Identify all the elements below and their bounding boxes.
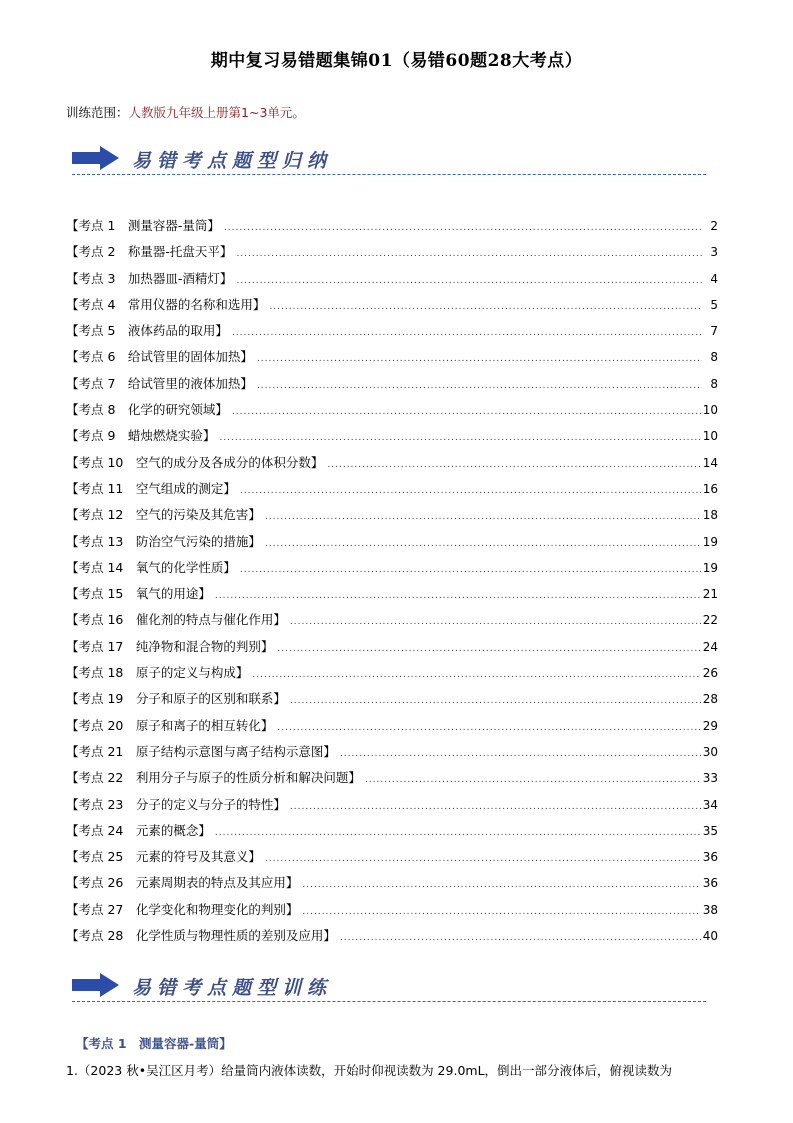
toc-page-number: 7 — [710, 324, 718, 339]
toc-entry-label: 【考点 10 空气的成分及各成分的体积分数】 — [66, 454, 324, 470]
range-value: 人教版九年级上册第1~3单元 — [128, 105, 293, 120]
toc-leader-dots — [327, 460, 700, 470]
toc-page-number: 35 — [702, 823, 718, 838]
toc-leader-dots — [219, 433, 700, 443]
toc-entry[interactable] — [66, 926, 718, 952]
toc-leader-dots — [215, 828, 701, 838]
toc-entry[interactable] — [66, 821, 718, 847]
right-arrow-icon — [72, 972, 120, 998]
section-heading: 【考点 1 测量容器-量筒】 — [76, 1036, 232, 1051]
toc-entry-label: 【考点 5 液体药品的取用】 — [66, 323, 228, 339]
toc-entry-label: 【考点 15 氧气的用途】 — [66, 586, 211, 602]
toc-page-number: 33 — [702, 771, 718, 786]
toc-entry[interactable] — [66, 374, 718, 400]
toc-entry[interactable] — [66, 742, 718, 768]
toc-page-number: 30 — [702, 744, 718, 759]
toc-entry[interactable] — [66, 479, 718, 505]
toc-entry-label: 【考点 17 纯净物和混合物的判别】 — [66, 638, 274, 654]
toc-entry-label: 【考点 25 元素的符号及其意义】 — [66, 849, 261, 865]
toc-page-number: 3 — [710, 245, 718, 260]
toc-entry-label: 【考点 12 空气的污染及其危害】 — [66, 507, 261, 523]
toc-entry[interactable] — [66, 321, 718, 347]
toc-page-number: 18 — [702, 508, 718, 523]
toc-entry-label: 【考点 8 化学的研究领域】 — [66, 402, 228, 418]
toc-page-number: 16 — [702, 481, 718, 496]
toc-entry[interactable] — [66, 216, 718, 242]
toc-page-number: 38 — [702, 902, 718, 917]
toc-leader-dots — [302, 907, 700, 917]
toc-leader-dots — [302, 880, 700, 890]
toc-entry[interactable] — [66, 426, 718, 452]
toc-entry[interactable] — [66, 532, 718, 558]
toc-page-number: 40 — [702, 929, 718, 944]
toc-entry[interactable] — [66, 663, 718, 689]
banner-divider — [72, 1001, 706, 1002]
toc-entry-label: 【考点 13 防治空气污染的措施】 — [66, 533, 261, 549]
toc-leader-dots — [290, 617, 701, 627]
range-end: 。 — [292, 105, 305, 120]
toc-leader-dots — [240, 486, 701, 496]
toc-leader-dots — [236, 249, 702, 259]
table-of-contents — [66, 216, 718, 952]
toc-leader-dots — [252, 670, 700, 680]
toc-page-number: 2 — [710, 219, 718, 233]
toc-entry[interactable] — [66, 610, 718, 636]
toc-page-number: 19 — [702, 560, 718, 575]
toc-page-number: 29 — [702, 718, 718, 733]
toc-entry-label: 【考点 7 给试管里的液体加热】 — [66, 375, 253, 391]
toc-entry[interactable] — [66, 269, 718, 295]
toc-page-number: 36 — [702, 876, 718, 891]
toc-page-number: 10 — [702, 403, 718, 418]
toc-entry[interactable] — [66, 795, 718, 821]
toc-entry-label: 【考点 19 分子和原子的区别和联系】 — [66, 691, 286, 707]
toc-entry[interactable] — [66, 400, 718, 426]
toc-entry[interactable] — [66, 558, 718, 584]
toc-entry-label: 【考点 24 元素的概念】 — [66, 822, 211, 838]
toc-entry[interactable] — [66, 637, 718, 663]
right-arrow-icon — [72, 145, 120, 171]
toc-entry[interactable] — [66, 716, 718, 742]
toc-page-number: 5 — [710, 297, 718, 312]
toc-page-number: 10 — [702, 429, 718, 444]
toc-leader-dots — [340, 749, 701, 759]
toc-entry-label: 【考点 6 给试管里的固体加热】 — [66, 349, 253, 365]
toc-entry-label: 【考点 9 蜡烛燃烧实验】 — [66, 428, 216, 444]
toc-leader-dots — [232, 407, 701, 417]
banner-title: 易错考点题型训练 — [132, 977, 333, 999]
toc-page-number: 36 — [702, 850, 718, 865]
toc-page-number: 4 — [710, 271, 718, 286]
toc-page-number: 24 — [702, 639, 718, 654]
toc-entry-label: 【考点 16 催化剂的特点与催化作用】 — [66, 612, 286, 628]
toc-entry-label: 【考点 21 原子结构示意图与离子结构示意图】 — [66, 743, 336, 759]
toc-entry[interactable] — [66, 295, 718, 321]
toc-page-number: 21 — [702, 587, 718, 602]
toc-leader-dots — [265, 539, 701, 549]
toc-entry-label: 【考点 27 化学变化和物理变化的判别】 — [66, 901, 299, 917]
toc-leader-dots — [277, 723, 700, 733]
toc-page-number: 34 — [702, 797, 718, 812]
toc-entry-label: 【考点 22 利用分子与原子的性质分析和解决问题】 — [66, 770, 361, 786]
toc-page-number: 8 — [710, 376, 718, 391]
toc-leader-dots — [265, 512, 701, 522]
page-title: 期中复习易错题集锦01（易错60题28大考点） — [210, 51, 583, 71]
toc-page-number: 14 — [702, 455, 718, 470]
toc-leader-dots — [290, 696, 701, 706]
toc-entry[interactable] — [66, 768, 718, 794]
toc-page-number: 22 — [702, 613, 718, 628]
toc-entry[interactable] — [66, 242, 718, 268]
toc-entry[interactable] — [66, 505, 718, 531]
toc-page-number: 8 — [710, 350, 718, 365]
range-label: 训练范围： — [66, 105, 129, 120]
toc-page-number: 26 — [702, 666, 718, 681]
toc-entry-label: 【考点 3 加热器皿-酒精灯】 — [66, 270, 233, 286]
toc-entry[interactable] — [66, 584, 718, 610]
toc-leader-dots — [290, 802, 701, 812]
toc-leader-dots — [236, 276, 702, 286]
toc-leader-dots — [215, 591, 701, 601]
toc-entry-label: 【考点 26 元素周期表的特点及其应用】 — [66, 875, 299, 891]
toc-leader-dots — [269, 302, 702, 312]
toc-entry[interactable] — [66, 900, 718, 926]
banner-divider — [72, 174, 706, 175]
toc-entry-label: 【考点 2 称量器-托盘天平】 — [66, 244, 233, 260]
toc-entry-label: 【考点 20 原子和离子的相互转化】 — [66, 717, 274, 733]
toc-leader-dots — [340, 933, 701, 943]
toc-leader-dots — [365, 775, 701, 785]
section-banner-summary — [72, 145, 706, 175]
toc-leader-dots — [224, 223, 702, 233]
toc-entry-label: 【考点 23 分子的定义与分子的特性】 — [66, 796, 286, 812]
toc-entry[interactable] — [66, 847, 718, 873]
banner-title: 易错考点题型归纳 — [132, 150, 333, 172]
toc-entry-label: 【考点 18 原子的定义与构成】 — [66, 665, 249, 681]
toc-leader-dots — [232, 328, 702, 338]
toc-leader-dots — [240, 565, 701, 575]
question-text: 1.（2023 秋•吴江区月考）给量筒内液体读数，开始时仰视读数为 29.0mL，倒出一部分液体后，俯视读数为 — [66, 1063, 673, 1078]
toc-entry[interactable] — [66, 453, 718, 479]
toc-leader-dots — [277, 644, 700, 654]
toc-entry-label: 【考点 1 测量容器-量筒】 — [66, 218, 220, 233]
toc-entry[interactable] — [66, 689, 718, 715]
toc-leader-dots — [257, 354, 702, 364]
section-banner-practice — [72, 972, 706, 1002]
toc-entry-label: 【考点 28 化学性质与物理性质的差别及应用】 — [66, 928, 336, 944]
toc-entry-label: 【考点 4 常用仪器的名称和选用】 — [66, 296, 266, 312]
toc-leader-dots — [257, 381, 702, 391]
training-range — [66, 103, 305, 121]
toc-entry[interactable] — [66, 873, 718, 899]
toc-entry-label: 【考点 11 空气组成的测定】 — [66, 480, 236, 496]
toc-entry[interactable] — [66, 347, 718, 373]
toc-page-number: 19 — [702, 534, 718, 549]
toc-leader-dots — [265, 854, 701, 864]
toc-page-number: 28 — [702, 692, 718, 707]
toc-entry-label: 【考点 14 氧气的化学性质】 — [66, 559, 236, 575]
